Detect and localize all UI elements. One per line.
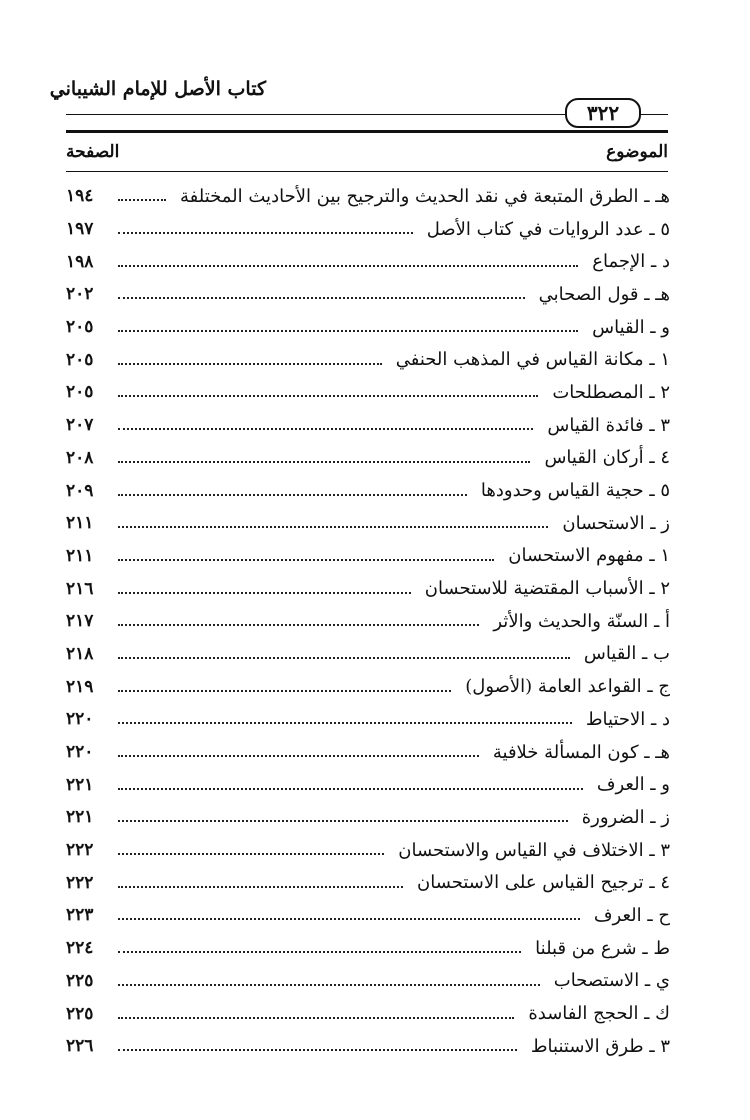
toc-entry (66, 768, 670, 801)
toc-entry (66, 540, 670, 573)
toc-entry-page: ٢٢٦ (66, 1036, 94, 1057)
toc-entry (66, 572, 670, 605)
dot-leader (118, 428, 533, 430)
dot-leader (118, 395, 538, 397)
toc-entry (66, 997, 670, 1030)
toc-entry-page: ٢٠٧ (66, 415, 94, 436)
toc-entry (66, 376, 670, 409)
toc-entry (66, 605, 670, 638)
dot-leader (118, 624, 479, 626)
toc-entry-title: ح ـ العرف (593, 904, 670, 926)
toc-entry-title: ٢ ـ المصطلحات (552, 381, 670, 403)
dot-leader (118, 1017, 514, 1019)
toc-entry-title: ط ـ شرع من قبلنا (535, 937, 670, 959)
dot-leader (118, 657, 570, 659)
toc-entry (66, 474, 670, 507)
page-number-badge: ٣٢٢ (565, 98, 641, 128)
toc-entry-page: ٢١٧ (66, 611, 94, 632)
dot-leader (118, 1049, 517, 1051)
toc-entry-title: ب ـ القياس (583, 643, 670, 665)
toc-entry-page: ٢٢٣ (66, 905, 94, 926)
toc-entry-title: ١ ـ مفهوم الاستحسان (508, 545, 670, 567)
header-rule-thick (66, 130, 668, 133)
dot-leader (118, 853, 384, 855)
toc-entry-title: ١ ـ مكانة القياس في المذهب الحنفي (395, 349, 670, 371)
toc-entry-title: هـ ـ قول الصحابي (538, 283, 670, 305)
toc-entry-page: ٢٢٠ (66, 709, 94, 730)
toc-entry (66, 507, 670, 540)
toc-entry-title: د ـ الإجماع (592, 251, 670, 273)
toc-entry-title: أ ـ السنّة والحديث والأثر (493, 610, 670, 632)
toc-entry-title: ٥ ـ عدد الروايات في كتاب الأصل (426, 218, 670, 240)
toc-entry-title: ٤ ـ أركان القياس (544, 447, 670, 469)
dot-leader (118, 984, 540, 986)
toc-entry-page: ٢٠٩ (66, 480, 94, 501)
toc-entry-page: ٢١١ (66, 545, 94, 566)
toc-entry (66, 801, 670, 834)
toc-entry (66, 409, 670, 442)
toc-entry (66, 866, 670, 899)
toc-entry-title: ٣ ـ فائدة القياس (547, 414, 670, 436)
dot-leader (118, 559, 494, 561)
dot-leader (118, 297, 525, 299)
toc-entry-title: ٤ ـ ترجيح القياس على الاستحسان (416, 872, 670, 894)
toc-entry-page: ٢٢٥ (66, 1003, 94, 1024)
toc-entry (66, 442, 670, 475)
toc-entry (66, 670, 670, 703)
toc-entry (66, 899, 670, 932)
toc-entry (66, 278, 670, 311)
toc-entry-title: ٣ ـ الاختلاف في القياس والاستحسان (398, 839, 670, 861)
book-title: كتاب الأصل للإمام الشيباني (49, 78, 266, 100)
dot-leader (118, 330, 578, 332)
column-header-page: الصفحة (66, 142, 120, 162)
toc-entry-title: د ـ الاحتياط (585, 708, 670, 730)
toc-entry (66, 180, 670, 213)
dot-leader (118, 918, 580, 920)
dot-leader (118, 755, 479, 757)
dot-leader (118, 363, 382, 365)
toc-entry (66, 932, 670, 965)
toc-entry-page: ٢٢١ (66, 807, 94, 828)
dot-leader (118, 592, 411, 594)
toc-entry-title: ٣ ـ طرق الاستنباط (530, 1035, 670, 1057)
toc-entry (66, 638, 670, 671)
toc-entry-page: ١٩٧ (66, 219, 94, 240)
table-of-contents (66, 180, 670, 1063)
toc-entry-title: ك ـ الحجج الفاسدة (528, 1003, 670, 1025)
toc-entry-title: ز ـ الضرورة (581, 806, 670, 828)
toc-entry-page: ١٩٤ (66, 186, 94, 207)
toc-entry-page: ٢٢٥ (66, 970, 94, 991)
toc-entry (66, 736, 670, 769)
toc-entry (66, 834, 670, 867)
toc-entry-page: ٢٠٥ (66, 349, 94, 370)
toc-entry (66, 245, 670, 278)
dot-leader (118, 232, 413, 234)
toc-entry (66, 343, 670, 376)
toc-entry (66, 965, 670, 998)
toc-entry-page: ٢٠٢ (66, 284, 94, 305)
dot-leader (118, 788, 583, 790)
toc-entry-title: و ـ القياس (592, 316, 670, 338)
dot-leader (118, 199, 166, 201)
toc-entry-page: ٢٠٨ (66, 447, 94, 468)
dot-leader (118, 461, 530, 463)
toc-entry-title: ٥ ـ حجية القياس وحدودها (480, 480, 670, 502)
toc-entry-title: هـ ـ كون المسألة خلافية (492, 741, 670, 763)
column-header-topic: الموضوع (606, 142, 668, 162)
toc-entry (66, 311, 670, 344)
toc-entry (66, 1030, 670, 1063)
toc-entry-page: ٢١١ (66, 513, 94, 534)
toc-entry-page: ٢٢٢ (66, 872, 94, 893)
dot-leader (118, 690, 451, 692)
toc-entry-title: و ـ العرف (596, 774, 670, 796)
toc-entry-page: ٢١٦ (66, 578, 94, 599)
dot-leader (118, 886, 403, 888)
toc-entry-title: ي ـ الاستصحاب (553, 970, 670, 992)
toc-entry-page: ٢٠٥ (66, 382, 94, 403)
dot-leader (118, 494, 467, 496)
dot-leader (118, 265, 578, 267)
toc-entry-title: ز ـ الاستحسان (562, 512, 670, 534)
toc-entry-title: ج ـ القواعد العامة (الأصول) (465, 676, 670, 698)
toc-entry-page: ٢٢٠ (66, 742, 94, 763)
toc-entry-page: ٢١٩ (66, 676, 94, 697)
toc-entry-page: ٢٢٢ (66, 840, 94, 861)
dot-leader (118, 526, 548, 528)
toc-entry-title: هـ ـ الطرق المتبعة في نقد الحديث والترجيح بين الأحاديث المختلفة (180, 185, 670, 207)
toc-entry-title: ٢ ـ الأسباب المقتضية للاستحسان (424, 578, 670, 600)
toc-entry (66, 213, 670, 246)
dot-leader (118, 820, 568, 822)
toc-entry-page: ٢٢٤ (66, 938, 94, 959)
toc-entry-page: ١٩٨ (66, 251, 94, 272)
dot-leader (118, 722, 572, 724)
toc-entry-page: ٢١٨ (66, 643, 94, 664)
toc-entry-page: ٢٢١ (66, 774, 94, 795)
toc-entry-page: ٢٠٥ (66, 317, 94, 338)
toc-entry (66, 703, 670, 736)
dot-leader (118, 951, 521, 953)
column-header-rule (66, 171, 668, 172)
